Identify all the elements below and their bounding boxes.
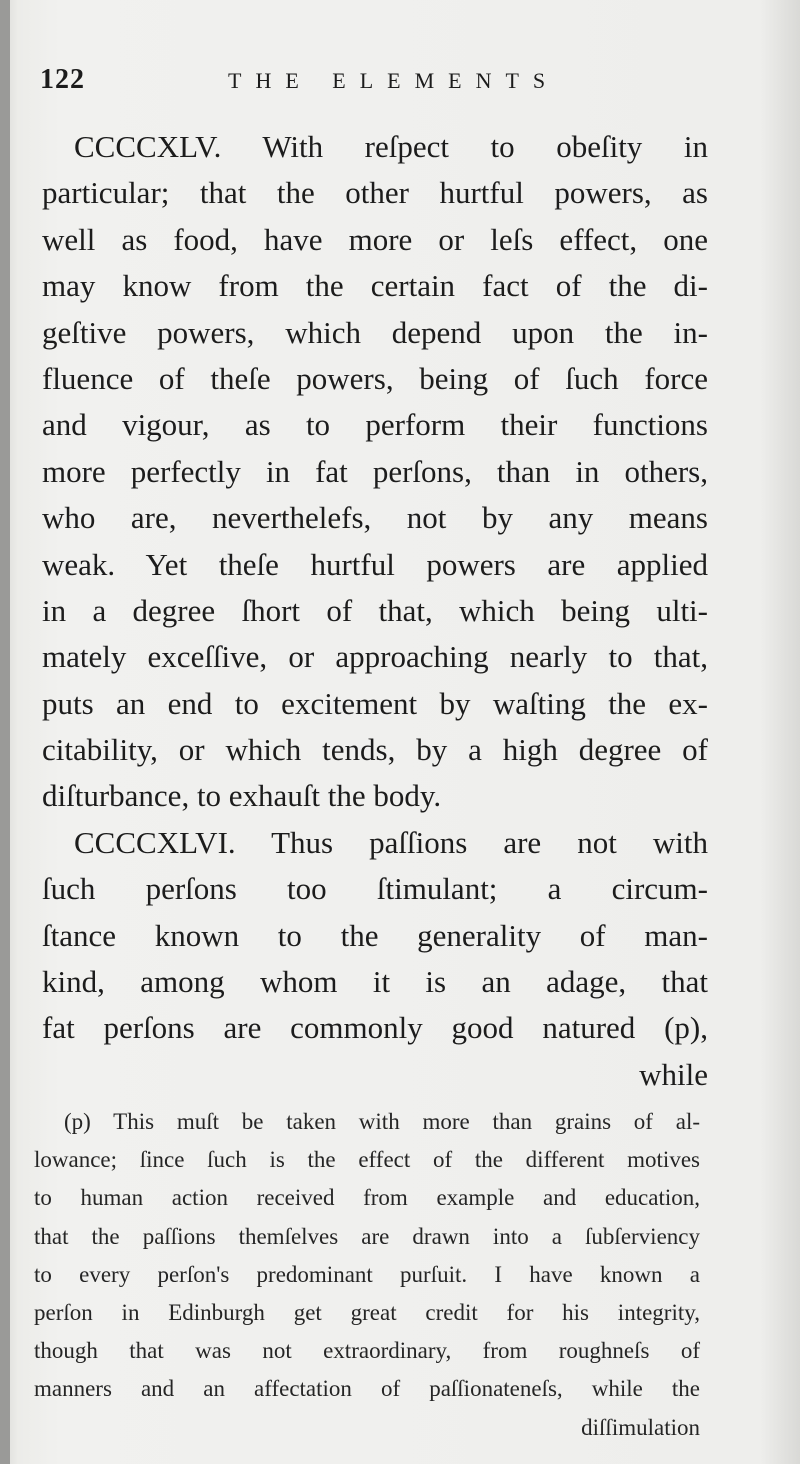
- text-line: more perfectly in fat perſons, than in others,: [42, 453, 708, 489]
- body-text: [42, 124, 708, 1098]
- footnote-line: (p) This muſt be taken with more than grains of al-: [64, 1109, 700, 1134]
- text-line: fluence of theſe powers, being of ſuch force: [42, 360, 708, 396]
- text-line: ſtance known to the generality of man-: [42, 917, 708, 953]
- text-line: CCCCXLVI. Thus paſſions are not with: [74, 824, 708, 860]
- catchword: while: [639, 1056, 708, 1092]
- footnote-line: though that was not extraordinary, from roughneſs of: [34, 1338, 700, 1364]
- text-line: mately exceſſive, or approaching nearly to that,: [42, 639, 708, 675]
- text-line: ſuch perſons too ſtimulant; a circum-: [42, 871, 708, 907]
- text-line: weak. Yet theſe hurtful powers are applied: [42, 546, 708, 582]
- footnote: [34, 1103, 700, 1447]
- footnote-line: to human action received from example and education,: [34, 1185, 700, 1211]
- text-line: may know from the certain fact of the di-: [42, 268, 708, 304]
- text-line: citability, or which tends, by a high degree of: [42, 732, 708, 768]
- footnote-line: that the paſſions themſelves are drawn into a ſubſerviency: [34, 1223, 700, 1249]
- text-line: fat perſons are commonly good natured (p),: [42, 1010, 708, 1046]
- footnote-catchword: diſſimulation: [581, 1414, 700, 1440]
- footnote-line: lowance; ſince ſuch is the effect of the different motives: [34, 1147, 700, 1173]
- running-head: THE ELEMENTS: [228, 68, 560, 93]
- text-line: in a degree ſhort of that, which being ulti-: [42, 592, 708, 628]
- footnote-line: perſon in Edinburgh get great credit for his integrity,: [34, 1299, 700, 1325]
- text-line: who are, neverthelefs, not by any means: [42, 500, 708, 536]
- page-gutter-shadow: [0, 0, 10, 1464]
- footnote-line: manners and an affectation of paſſionateneſs, while the: [34, 1376, 700, 1402]
- text-line: kind, among whom it is an adage, that: [42, 964, 708, 1000]
- page-header: [40, 64, 780, 104]
- text-line: CCCCXLV. With reſpect to obeſity in: [74, 129, 708, 164]
- text-line: diſturbance, to exhauſt the body.: [42, 778, 442, 814]
- text-line: puts an end to excitement by waſting the ex-: [42, 685, 708, 721]
- text-line: geſtive powers, which depend upon the in-: [42, 314, 708, 350]
- text-line: well as food, have more or leſs effect, one: [42, 221, 708, 257]
- text-line: particular; that the other hurtful powers, as: [42, 175, 708, 211]
- footnote-line: to every perſon's predominant purſuit. I have known a: [34, 1261, 700, 1287]
- text-line: and vigour, as to perform their functions: [42, 407, 708, 443]
- page-number: 122: [40, 64, 85, 95]
